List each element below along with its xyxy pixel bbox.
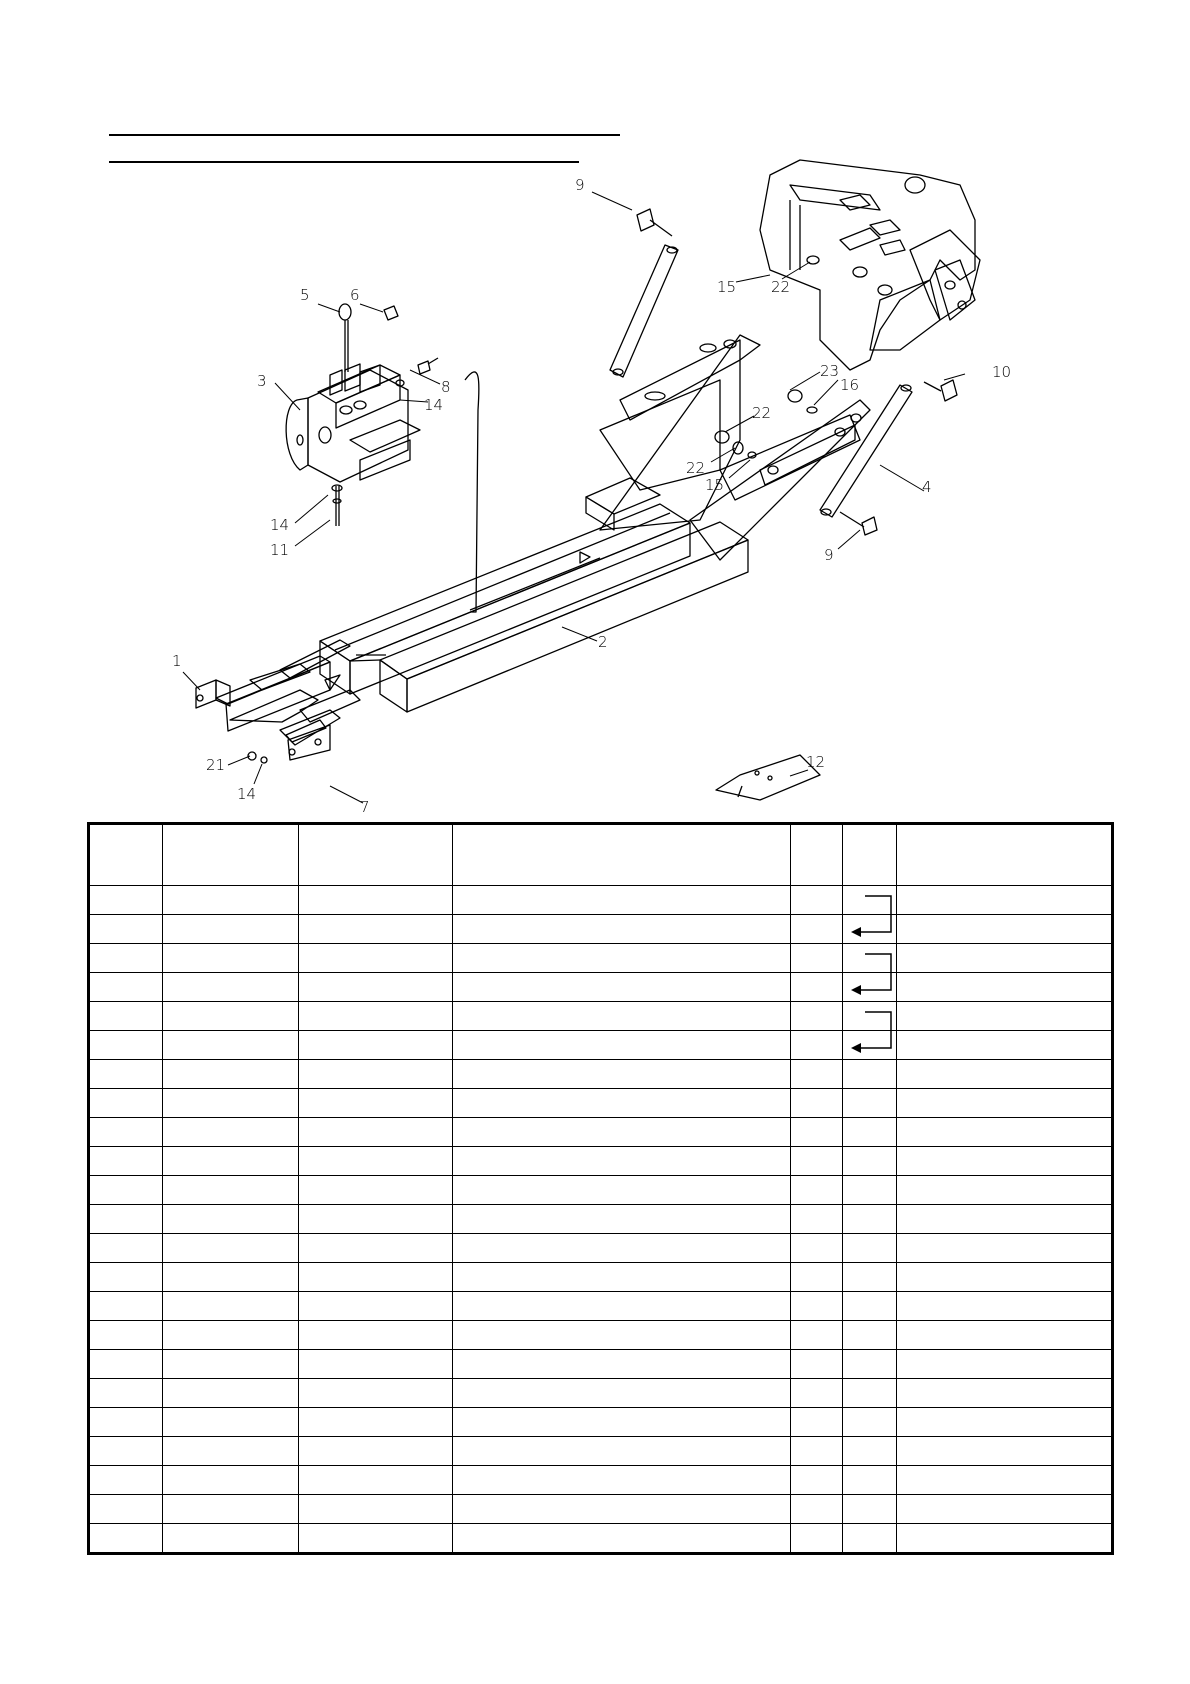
table-cell xyxy=(89,1524,163,1554)
table-cell xyxy=(453,1118,791,1147)
callout-9: 9 xyxy=(824,546,834,564)
table-cell xyxy=(453,1437,791,1466)
table-cell xyxy=(89,1263,163,1292)
table-cell xyxy=(843,1524,897,1554)
table-cell xyxy=(897,1147,1113,1176)
table-header-cell xyxy=(453,824,791,886)
table-row xyxy=(89,886,1113,915)
table-cell xyxy=(453,1321,791,1350)
table-cell xyxy=(89,1147,163,1176)
table-row xyxy=(89,1524,1113,1554)
table-cell xyxy=(163,1263,299,1292)
callout-9: 9 xyxy=(575,176,585,194)
table-cell xyxy=(453,886,791,915)
table-cell xyxy=(453,1292,791,1321)
table-cell xyxy=(299,1263,453,1292)
table-cell xyxy=(897,1466,1113,1495)
hitch-assembly xyxy=(286,304,438,526)
table-cell xyxy=(299,1147,453,1176)
table-cell xyxy=(453,1205,791,1234)
table-row xyxy=(89,1292,1113,1321)
table-row xyxy=(89,1466,1113,1495)
table-cell xyxy=(163,973,299,1002)
table-cell xyxy=(163,1321,299,1350)
table-cell xyxy=(453,1408,791,1437)
table-cell xyxy=(163,1089,299,1118)
table-cell xyxy=(299,1495,453,1524)
table-row xyxy=(89,1147,1113,1176)
table-cell xyxy=(89,1321,163,1350)
table-cell xyxy=(843,1089,897,1118)
table-row xyxy=(89,973,1113,1002)
callout-8: 8 xyxy=(441,378,451,396)
table-cell xyxy=(89,1379,163,1408)
table-cell xyxy=(791,1205,843,1234)
table-cell xyxy=(453,1350,791,1379)
table-cell xyxy=(453,1089,791,1118)
table-cell xyxy=(843,1205,897,1234)
table-row xyxy=(89,1002,1113,1031)
table-row xyxy=(89,1031,1113,1060)
table-cell xyxy=(843,1379,897,1408)
table-cell xyxy=(453,1060,791,1089)
table-header-row xyxy=(89,824,1113,886)
table-cell xyxy=(897,1350,1113,1379)
table-cell xyxy=(163,1466,299,1495)
callout-7: 7 xyxy=(360,798,370,816)
table-header-cell xyxy=(163,824,299,886)
table-cell xyxy=(453,1495,791,1524)
table-cell xyxy=(843,1466,897,1495)
table-cell xyxy=(163,1292,299,1321)
table-cell xyxy=(89,1089,163,1118)
table-row xyxy=(89,1060,1113,1089)
parts-table xyxy=(87,822,1114,1555)
callout-22: 22 xyxy=(771,278,791,296)
table-cell xyxy=(89,1060,163,1089)
table-cell xyxy=(791,1321,843,1350)
table-cell xyxy=(453,1002,791,1031)
table-cell xyxy=(791,1408,843,1437)
exploded-parts-diagram xyxy=(0,0,1190,820)
table-cell xyxy=(897,1002,1113,1031)
callout-6: 6 xyxy=(350,286,360,304)
table-cell xyxy=(897,1292,1113,1321)
table-cell xyxy=(299,1234,453,1263)
table-cell xyxy=(843,1321,897,1350)
table-cell xyxy=(453,1176,791,1205)
callout-4: 4 xyxy=(922,478,932,496)
table-cell xyxy=(299,915,453,944)
table-cell xyxy=(791,1089,843,1118)
callout-14: 14 xyxy=(270,516,290,534)
table-cell xyxy=(163,1379,299,1408)
callout-3: 3 xyxy=(257,372,267,390)
table-cell xyxy=(843,1437,897,1466)
table-cell xyxy=(843,1118,897,1147)
table-cell xyxy=(897,1263,1113,1292)
table-cell xyxy=(843,1176,897,1205)
table-cell xyxy=(453,915,791,944)
callout-12: 12 xyxy=(806,753,826,771)
table-cell xyxy=(791,1176,843,1205)
table-cell xyxy=(299,1524,453,1554)
table-cell xyxy=(299,1118,453,1147)
table-cell xyxy=(897,1118,1113,1147)
callout-5: 5 xyxy=(300,286,310,304)
table-cell xyxy=(89,1437,163,1466)
table-cell xyxy=(299,1176,453,1205)
table-header-cell xyxy=(299,824,453,886)
table-cell xyxy=(791,1263,843,1292)
table-cell xyxy=(791,915,843,944)
table-header-cell xyxy=(843,824,897,886)
table-cell xyxy=(897,915,1113,944)
table-row xyxy=(89,1089,1113,1118)
table-cell xyxy=(299,1466,453,1495)
table-cell xyxy=(299,1437,453,1466)
table-cell xyxy=(843,1002,897,1031)
table-cell xyxy=(897,1437,1113,1466)
callout-15: 15 xyxy=(705,476,725,494)
table-cell xyxy=(299,973,453,1002)
table-cell xyxy=(89,944,163,973)
table-cell xyxy=(163,1408,299,1437)
callout-10: 10 xyxy=(992,363,1012,381)
table-cell xyxy=(163,1524,299,1554)
table-body xyxy=(89,886,1113,1554)
table-cell xyxy=(453,1263,791,1292)
table-cell xyxy=(843,1263,897,1292)
table-cell xyxy=(897,1379,1113,1408)
table-cell xyxy=(897,1089,1113,1118)
table-cell xyxy=(163,1031,299,1060)
callout-23: 23 xyxy=(820,362,840,380)
table-cell xyxy=(843,1060,897,1089)
table-cell xyxy=(89,1292,163,1321)
table-cell xyxy=(299,1350,453,1379)
table-cell xyxy=(89,1118,163,1147)
table-cell xyxy=(299,1089,453,1118)
table-cell xyxy=(843,1350,897,1379)
table-cell xyxy=(791,944,843,973)
table-cell xyxy=(89,1031,163,1060)
table-cell xyxy=(897,973,1113,1002)
callout-11: 11 xyxy=(270,541,290,559)
table-row xyxy=(89,1234,1113,1263)
table-cell xyxy=(791,1147,843,1176)
callout-16: 16 xyxy=(840,376,860,394)
table-row xyxy=(89,1321,1113,1350)
front-bracket xyxy=(196,640,360,760)
table-cell xyxy=(791,1060,843,1089)
rear-frame xyxy=(760,160,980,370)
table-row xyxy=(89,1379,1113,1408)
table-cell xyxy=(299,1031,453,1060)
table-row xyxy=(89,1437,1113,1466)
callout-14: 14 xyxy=(424,396,444,414)
table-row xyxy=(89,915,1113,944)
table-cell xyxy=(299,1205,453,1234)
table-cell xyxy=(89,1408,163,1437)
table-cell xyxy=(299,1408,453,1437)
table-cell xyxy=(163,1437,299,1466)
table-cell xyxy=(163,1205,299,1234)
table-cell xyxy=(299,886,453,915)
table-cell xyxy=(791,1350,843,1379)
table-cell xyxy=(89,886,163,915)
table-cell xyxy=(843,1292,897,1321)
table-cell xyxy=(299,944,453,973)
table-cell xyxy=(453,1147,791,1176)
table-cell xyxy=(897,1408,1113,1437)
table-cell xyxy=(843,944,897,973)
table-cell xyxy=(453,1466,791,1495)
table-cell xyxy=(791,1437,843,1466)
table-cell xyxy=(843,886,897,915)
table-cell xyxy=(453,973,791,1002)
table-cell xyxy=(299,1379,453,1408)
table-cell xyxy=(843,1234,897,1263)
paired-rows-arrow-icon xyxy=(851,896,891,940)
table-cell xyxy=(163,1147,299,1176)
table-cell xyxy=(843,1408,897,1437)
table-cell xyxy=(299,1292,453,1321)
table-cell xyxy=(163,1176,299,1205)
table-row xyxy=(89,1205,1113,1234)
table-row xyxy=(89,1118,1113,1147)
callout-1: 1 xyxy=(172,652,182,670)
table-cell xyxy=(897,944,1113,973)
callout-2: 2 xyxy=(598,633,608,651)
table-cell xyxy=(791,1234,843,1263)
table-cell xyxy=(453,1379,791,1408)
callout-22: 22 xyxy=(752,404,772,422)
paired-rows-arrow-icon xyxy=(851,1012,891,1056)
table-cell xyxy=(163,1495,299,1524)
table-cell xyxy=(843,1147,897,1176)
table-cell xyxy=(163,1234,299,1263)
table-cell xyxy=(89,1466,163,1495)
table-header-cell xyxy=(791,824,843,886)
table-cell xyxy=(897,1031,1113,1060)
table-cell xyxy=(791,886,843,915)
table-cell xyxy=(791,1379,843,1408)
table-cell xyxy=(791,1292,843,1321)
link-bars xyxy=(610,245,912,517)
table-row xyxy=(89,1495,1113,1524)
table-cell xyxy=(89,1234,163,1263)
table-cell xyxy=(453,944,791,973)
table-cell xyxy=(791,1466,843,1495)
table-cell xyxy=(897,1495,1113,1524)
table-cell xyxy=(897,886,1113,915)
table-cell xyxy=(163,1002,299,1031)
table-cell xyxy=(163,1350,299,1379)
table-header-cell xyxy=(897,824,1113,886)
callout-22: 22 xyxy=(686,459,706,477)
table-cell xyxy=(791,1031,843,1060)
table-cell xyxy=(89,973,163,1002)
table-cell xyxy=(897,1234,1113,1263)
table-cell xyxy=(843,1495,897,1524)
table-cell xyxy=(791,973,843,1002)
table-cell xyxy=(897,1524,1113,1554)
table-cell xyxy=(163,886,299,915)
table-cell xyxy=(791,1118,843,1147)
table-cell xyxy=(163,1118,299,1147)
table-cell xyxy=(89,1002,163,1031)
table-cell xyxy=(89,1205,163,1234)
callout-21: 21 xyxy=(206,756,226,774)
table-row xyxy=(89,1263,1113,1292)
paired-rows-arrow-icon xyxy=(851,954,891,998)
table-cell xyxy=(299,1321,453,1350)
table-cell xyxy=(453,1031,791,1060)
table-cell xyxy=(897,1176,1113,1205)
table-cell xyxy=(163,944,299,973)
table-header-cell xyxy=(89,824,163,886)
callout-15: 15 xyxy=(717,278,737,296)
table-cell xyxy=(89,1176,163,1205)
table-cell xyxy=(299,1002,453,1031)
table-cell xyxy=(89,1495,163,1524)
table-cell xyxy=(453,1234,791,1263)
main-frame xyxy=(320,335,870,712)
table-cell xyxy=(89,1350,163,1379)
table-cell xyxy=(897,1205,1113,1234)
table-cell xyxy=(163,915,299,944)
callout-14: 14 xyxy=(237,785,257,803)
table-cell xyxy=(299,1060,453,1089)
callout-labels xyxy=(172,176,1011,816)
table-cell xyxy=(791,1495,843,1524)
table-row xyxy=(89,1408,1113,1437)
table-cell xyxy=(791,1524,843,1554)
table-row xyxy=(89,1176,1113,1205)
table-cell xyxy=(163,1060,299,1089)
table-row xyxy=(89,1350,1113,1379)
table-cell xyxy=(897,1060,1113,1089)
table-cell xyxy=(791,1002,843,1031)
table-cell xyxy=(89,915,163,944)
table-row xyxy=(89,944,1113,973)
cable-line xyxy=(465,372,479,612)
table-cell xyxy=(897,1321,1113,1350)
table-cell xyxy=(453,1524,791,1554)
